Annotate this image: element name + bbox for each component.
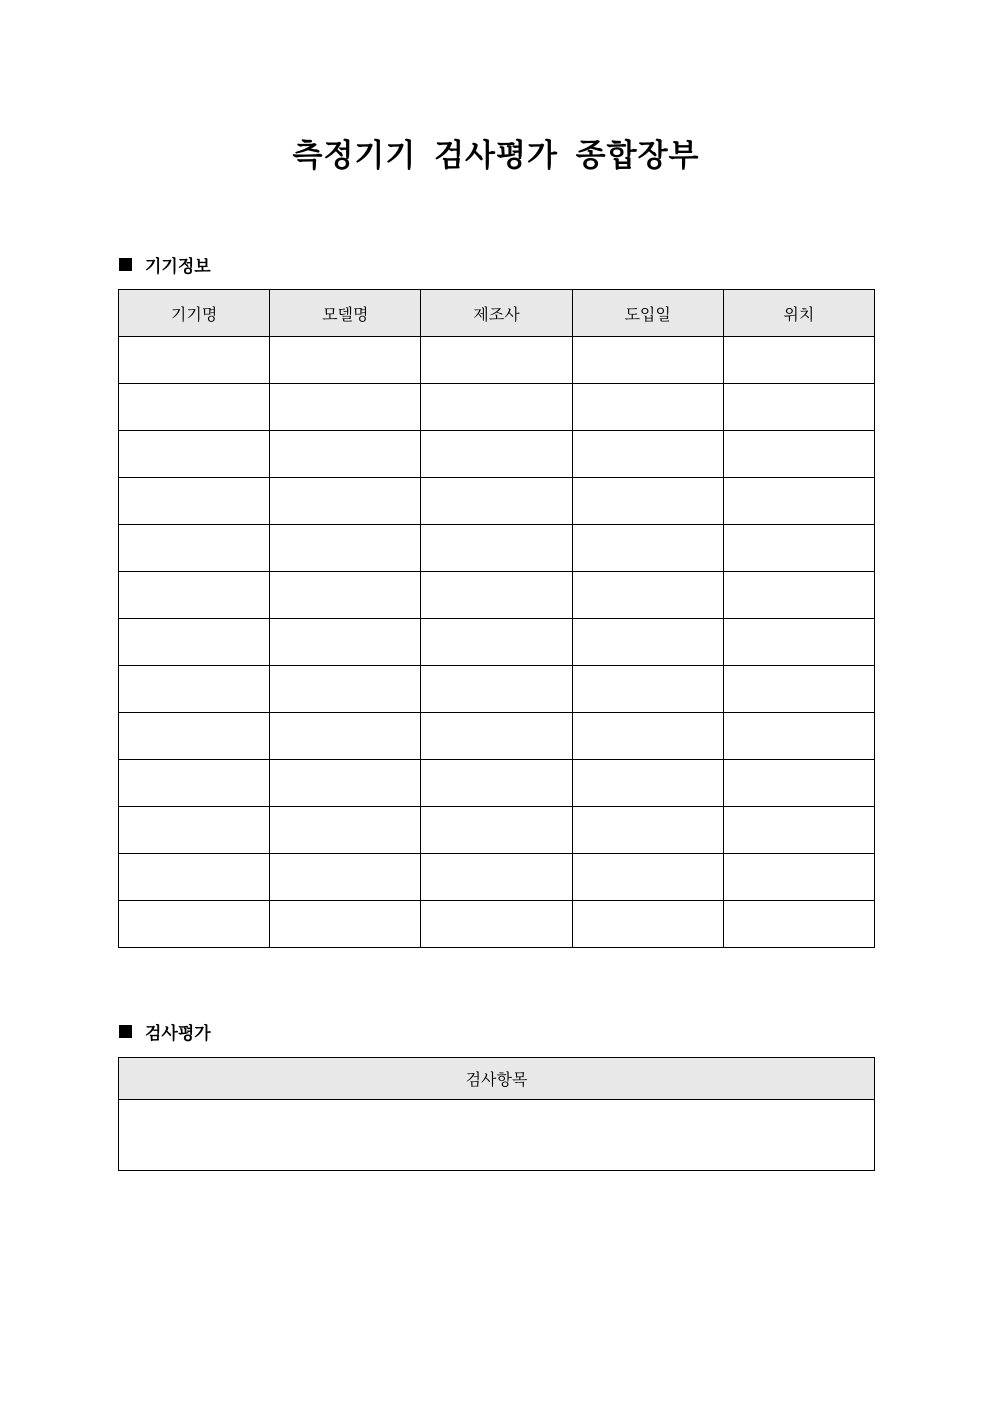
model-name-cell[interactable] xyxy=(270,337,421,384)
inspection-items-cell[interactable] xyxy=(119,1100,875,1171)
table-row xyxy=(119,901,875,948)
introduction-date-cell[interactable] xyxy=(572,572,723,619)
section-heading-device-info xyxy=(119,252,211,276)
introduction-date-cell[interactable] xyxy=(572,854,723,901)
column-header-device-name: 기기명 xyxy=(119,290,270,337)
device-name-cell[interactable] xyxy=(119,713,270,760)
table-header-row xyxy=(119,1058,875,1100)
introduction-date-cell[interactable] xyxy=(572,431,723,478)
manufacturer-cell[interactable] xyxy=(421,431,572,478)
introduction-date-cell[interactable] xyxy=(572,713,723,760)
location-cell[interactable] xyxy=(723,619,874,666)
device-name-cell[interactable] xyxy=(119,760,270,807)
manufacturer-cell[interactable] xyxy=(421,713,572,760)
introduction-date-cell[interactable] xyxy=(572,760,723,807)
introduction-date-cell[interactable] xyxy=(572,525,723,572)
square-bullet-icon xyxy=(119,1025,132,1038)
manufacturer-cell[interactable] xyxy=(421,666,572,713)
manufacturer-cell[interactable] xyxy=(421,525,572,572)
manufacturer-cell[interactable] xyxy=(421,478,572,525)
device-name-cell[interactable] xyxy=(119,431,270,478)
location-cell[interactable] xyxy=(723,760,874,807)
column-header-location: 위치 xyxy=(723,290,874,337)
device-name-cell[interactable] xyxy=(119,337,270,384)
location-cell[interactable] xyxy=(723,807,874,854)
introduction-date-cell[interactable] xyxy=(572,478,723,525)
inspection-evaluation-table xyxy=(118,1057,875,1171)
table-row xyxy=(119,384,875,431)
table-row xyxy=(119,572,875,619)
table-row xyxy=(119,760,875,807)
model-name-cell[interactable] xyxy=(270,901,421,948)
model-name-cell[interactable] xyxy=(270,854,421,901)
location-cell[interactable] xyxy=(723,384,874,431)
introduction-date-cell[interactable] xyxy=(572,807,723,854)
column-header-model-name: 모델명 xyxy=(270,290,421,337)
device-info-table xyxy=(118,289,875,948)
column-header-inspection-items: 검사항목 xyxy=(119,1058,875,1100)
introduction-date-cell[interactable] xyxy=(572,619,723,666)
device-name-cell[interactable] xyxy=(119,901,270,948)
manufacturer-cell[interactable] xyxy=(421,807,572,854)
location-cell[interactable] xyxy=(723,337,874,384)
manufacturer-cell[interactable] xyxy=(421,572,572,619)
location-cell[interactable] xyxy=(723,854,874,901)
table-row xyxy=(119,1100,875,1171)
column-header-manufacturer: 제조사 xyxy=(421,290,572,337)
section-heading-inspection-evaluation xyxy=(119,1019,211,1043)
device-info-table-body xyxy=(119,337,875,948)
model-name-cell[interactable] xyxy=(270,431,421,478)
table-row xyxy=(119,619,875,666)
manufacturer-cell[interactable] xyxy=(421,619,572,666)
document-title: 측정기기 검사평가 종합장부 xyxy=(292,138,700,174)
device-name-cell[interactable] xyxy=(119,619,270,666)
manufacturer-cell[interactable] xyxy=(421,384,572,431)
location-cell[interactable] xyxy=(723,525,874,572)
introduction-date-cell[interactable] xyxy=(572,901,723,948)
model-name-cell[interactable] xyxy=(270,478,421,525)
location-cell[interactable] xyxy=(723,572,874,619)
model-name-cell[interactable] xyxy=(270,713,421,760)
device-name-cell[interactable] xyxy=(119,384,270,431)
model-name-cell[interactable] xyxy=(270,760,421,807)
introduction-date-cell[interactable] xyxy=(572,337,723,384)
section-heading-label: 검사평가 xyxy=(145,1023,211,1044)
introduction-date-cell[interactable] xyxy=(572,384,723,431)
model-name-cell[interactable] xyxy=(270,807,421,854)
square-bullet-icon xyxy=(119,258,132,271)
model-name-cell[interactable] xyxy=(270,384,421,431)
device-name-cell[interactable] xyxy=(119,807,270,854)
location-cell[interactable] xyxy=(723,478,874,525)
device-name-cell[interactable] xyxy=(119,478,270,525)
table-row xyxy=(119,337,875,384)
manufacturer-cell[interactable] xyxy=(421,901,572,948)
manufacturer-cell[interactable] xyxy=(421,760,572,807)
location-cell[interactable] xyxy=(723,666,874,713)
device-name-cell[interactable] xyxy=(119,854,270,901)
table-row xyxy=(119,854,875,901)
table-row xyxy=(119,478,875,525)
table-header-row xyxy=(119,290,875,337)
model-name-cell[interactable] xyxy=(270,666,421,713)
model-name-cell[interactable] xyxy=(270,572,421,619)
location-cell[interactable] xyxy=(723,713,874,760)
column-header-introduction-date: 도입일 xyxy=(572,290,723,337)
device-name-cell[interactable] xyxy=(119,525,270,572)
manufacturer-cell[interactable] xyxy=(421,854,572,901)
section-heading-label: 기기정보 xyxy=(145,256,211,277)
device-name-cell[interactable] xyxy=(119,572,270,619)
model-name-cell[interactable] xyxy=(270,619,421,666)
introduction-date-cell[interactable] xyxy=(572,666,723,713)
device-name-cell[interactable] xyxy=(119,666,270,713)
table-row xyxy=(119,431,875,478)
table-row xyxy=(119,666,875,713)
model-name-cell[interactable] xyxy=(270,525,421,572)
table-row xyxy=(119,807,875,854)
table-row xyxy=(119,525,875,572)
manufacturer-cell[interactable] xyxy=(421,337,572,384)
location-cell[interactable] xyxy=(723,901,874,948)
table-row xyxy=(119,713,875,760)
location-cell[interactable] xyxy=(723,431,874,478)
